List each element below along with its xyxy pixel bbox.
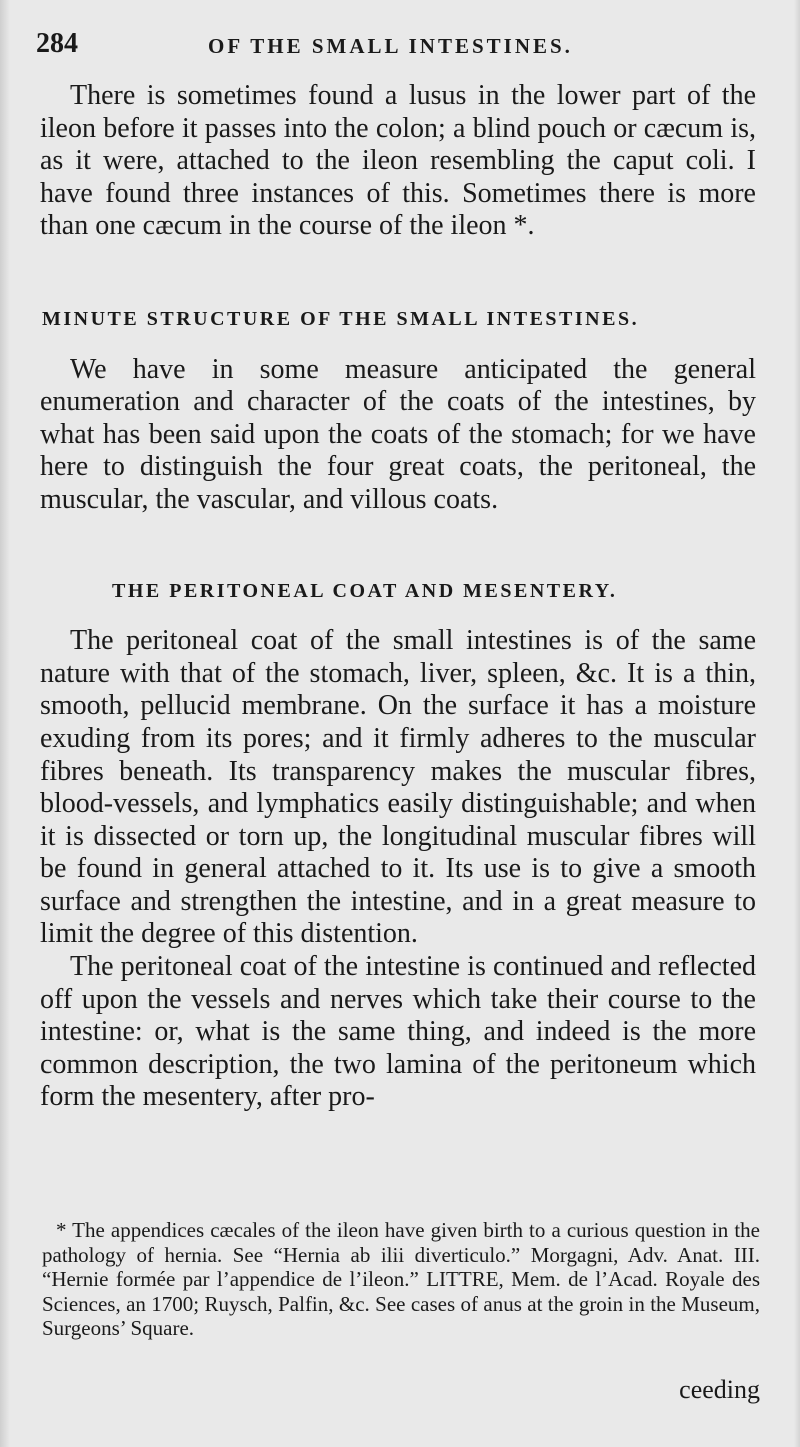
- body-text: [40, 80, 756, 1114]
- footnote-text: * The appendices cæcales of the ileon have given birth to a curious question in the pathology of hernia. See “Hernia ab ilii diverticulo.” Morgagni, Adv. Anat. III. “Hernie formée par l’appendice de l’ileon.” LITTRE, Mem. de l’Acad. Royale des Sciences, an 1700; Ruysch, Palfin, &c. See cases of anus at the groin in the Museum, Surgeons’ Square.: [42, 1218, 760, 1341]
- section-heading-peritoneal-coat: THE PERITONEAL COAT AND MESENTERY.: [112, 579, 618, 602]
- page-header: [36, 28, 756, 68]
- paragraph-lusus: There is sometimes found a lusus in the lower part of the ileon before it passes into the colon; a blind pouch or cæcum is, as it were, attached to the ileon resembling the caput coli. I have found three instances of this. Sometimes there is more than one cæcum in the course of the ileon *.: [40, 80, 756, 242]
- paragraph-coats: We have in some measure anticipated the general enumeration and character of the coats of the intestines, by what has been said upon the coats of the stomach; for we have here to distinguish the four great coats, the peritoneal, the muscular, the vascular, and villous coats.: [40, 353, 756, 515]
- running-head: OF THE SMALL INTESTINES.: [208, 34, 573, 58]
- scan-edge-left: [0, 0, 10, 1447]
- section-heading-minute-structure: MINUTE STRUCTURE OF THE SMALL INTESTINES.: [42, 307, 640, 330]
- page-number: 284: [36, 28, 78, 59]
- footnote: [42, 1218, 760, 1341]
- catchword: ceeding: [679, 1375, 760, 1404]
- paragraph-mesentery: The peritoneal coat of the intestine is continued and reflected off upon the vessels and nerves which take their course to the intestine: or, what is the same thing, and indeed is the more common description, the two lamina of the peritoneum which form the mesentery, after pro-: [40, 951, 756, 1113]
- scan-edge-right: [794, 0, 800, 1447]
- paragraph-peritoneal-coat: The peritoneal coat of the small intestines is of the same nature with that of the stomach, liver, spleen, &c. It is a thin, smooth, pellucid membrane. On the surface it has a moisture exuding from its pores; and it firmly adheres to the muscular fibres beneath. Its transparency makes the muscular fibres, blood-vessels, and lymphatics easily distinguishable; and when it is dissected or torn up, the longitudinal muscular fibres will be found in general attached to it. Its use is to give a smooth surface and strengthen the intestine, and in a great measure to limit the degree of this distention.: [40, 625, 756, 950]
